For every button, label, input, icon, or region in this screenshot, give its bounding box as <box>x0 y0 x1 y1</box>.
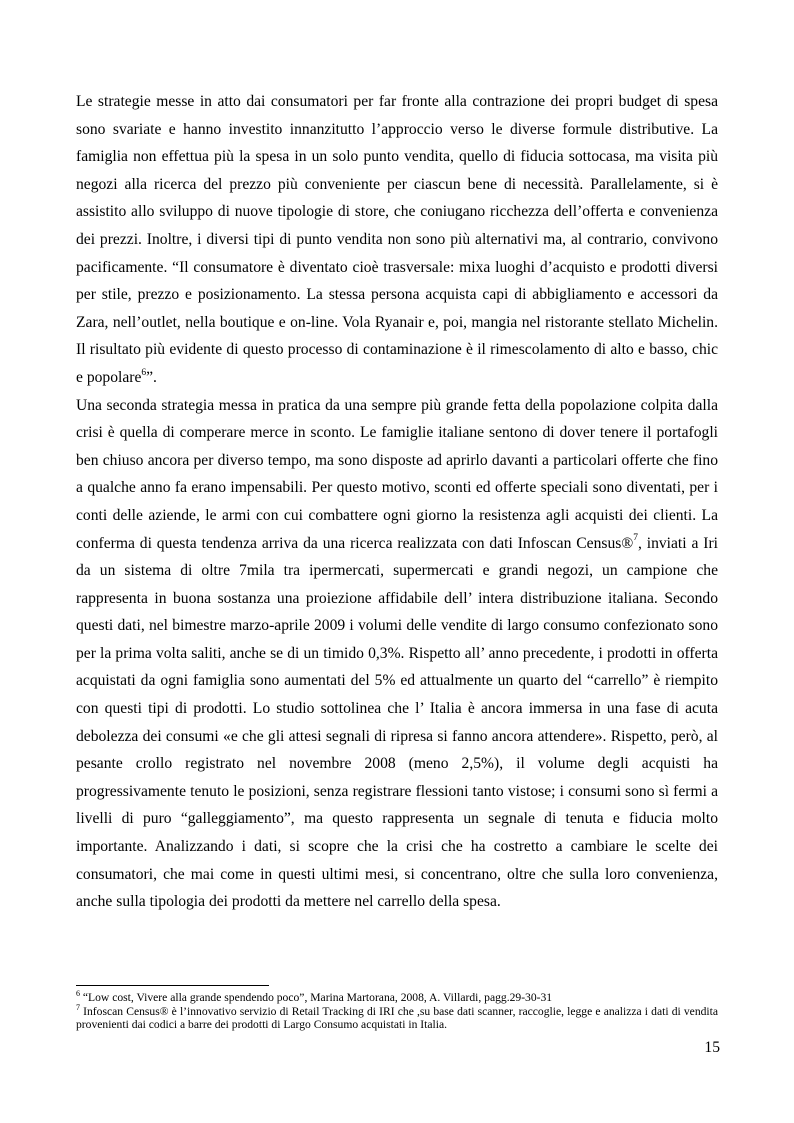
paragraph-1-text-end: ”. <box>146 368 157 386</box>
paragraph-2-text: Una seconda strategia messa in pratica da una sempre più grande fetta della popolazione colpita dalla crisi è quella di comperare merce in sconto. Le famiglie italiane sentono di dover tenere il portafogli ben chiuso ancora per diverso tempo, ma sono disposte ad aprirlo davanti a particolari offerte che fino a qualche anno fa erano impensabili. Per questo motivo, sconti ed offerte speciali sono diventati, per i conti delle aziende, le armi con cui combattere ogni giorno la resistenza agli acquisti dei clienti. La conferma di questa tendenza arriva da una ricerca realizzata con dati Infoscan Census® <box>76 396 718 552</box>
footnote-text: Infoscan Census® è l’innovativo servizio di Retail Tracking di IRI che ,su base dati scanner, raccoglie, legge e analizza i dati di vendita provenienti dai codici a barre dei prodotti di Largo Consumo acquistati in Italia. <box>76 1004 718 1032</box>
paragraph-1 <box>76 88 718 392</box>
footnote-divider <box>76 985 269 986</box>
footnote-number: 7 <box>76 1002 80 1012</box>
footnote-number: 6 <box>76 989 80 999</box>
footnote-ref-6[interactable]: 6 <box>141 367 147 378</box>
footnote-text: “Low cost, Vivere alla grande spendendo poco”, Marina Martorana, 2008, A. Villardi, pagg.29-30-31 <box>80 991 553 1004</box>
page-body <box>76 88 718 916</box>
paragraph-2 <box>76 392 718 916</box>
paragraph-2-text-end: , inviati a Iri da un sistema di oltre 7mila tra ipermercati, supermercati e grandi negozi, un campione che rappresenta in buona sostanza una proiezione affidabile dell’ intera distribuzione italiana. Secondo questi dati, nel bimestre marzo-aprile 2009 i volumi delle vendite di largo consumo confezionato sono per la prima volta saliti, anche se di un timido 0,3%. Rispetto all’ anno precedente, i prodotti in offerta acquistati da ogni famiglia sono aumentati del 5% ed attualmente un quarto del “carrello” è riempito con questi tipi di prodotti. Lo studio sottolinea che l’ Italia è ancora immersa in una fase di acuta debolezza dei consumi «e che gli attesi segnali di ripresa si fanno ancora attendere». Rispetto, però, al pesante crollo registrato nel novembre 2008 (meno 2,5%), il volume degli acquisti ha progressivamente tenuto le posizioni, senza registrare flessioni tanto vistose; i consumi sono sì fermi a livelli di puro “galleggiamento”, ma questo rappresenta un segnale di tenuta e fiducia molto importante. Analizzando i dati, si scopre che la crisi che ha costretto a cambiare le scelte dei consumatori, che mai come in questi ultimi mesi, si concentrano, oltre che sulla loro convenienza, anche sulla tipologia dei prodotti da mettere nel carrello della spesa. <box>76 534 719 911</box>
footnotes <box>76 991 718 1032</box>
paragraph-1-text: Le strategie messe in atto dai consumatori per far fronte alla contrazione dei propri budget di spesa sono svariate e hanno investito innanzitutto l’approccio verso le diverse formule distributive. La famiglia non effettua più la spesa in un solo punto vendita, quello di fiducia sottocasa, ma visita più negozi alla ricerca del prezzo più conveniente per ciascun bene di necessità. Parallelamente, si è assistito allo sviluppo di nuove tipologie di store, che coniugano ricchezza dell’offerta e convenienza dei prezzi. Inoltre, i diversi tipi di punto vendita non sono più alternativi ma, al contrario, convivono pacificamente. “Il consumatore è diventato cioè trasversale: mixa luoghi d’acquisto e prodotti diversi per stile, prezzo e posizionamento. La stessa persona acquista capi di abbigliamento e accessori da Zara, nell’outlet, nella boutique e on-line. Vola Ryanair e, poi, mangia nel ristorante stellato Michelin. Il risultato più evidente di questo processo di contaminazione è il rimescolamento di alto e basso, chic e popolare <box>76 93 718 386</box>
footnote-7 <box>76 1002 718 1032</box>
page-number: 15 <box>704 1039 720 1056</box>
footnote-6 <box>76 991 718 1005</box>
footnote-ref-7[interactable]: 7 <box>633 533 638 544</box>
